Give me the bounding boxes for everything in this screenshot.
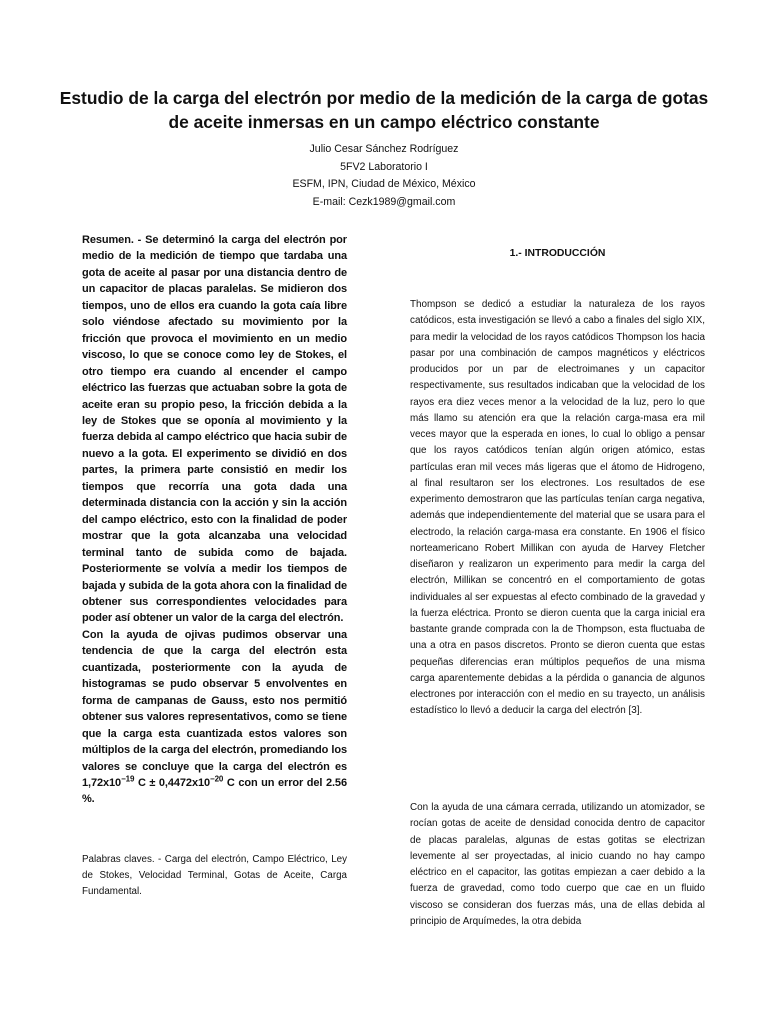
uncertainty-exponent: −20 xyxy=(210,774,224,784)
author-affiliation: ESFM, IPN, Ciudad de México, México xyxy=(292,178,476,190)
author-name: Julio Cesar Sánchez Rodríguez xyxy=(309,143,459,155)
abstract-paragraph-2-text: Con la ayuda de ojivas pudimos observar una tendencia de que la carga del electrón esta cuantizada, posteriormente con la ayuda de histogramas se pudo observar 5 envolventes en forma de campanas de Gauss, esto nos permitió obtener sus valores representativos, como se tiene que la carga esta cuantizada estos valores son múltiplos de la carga del electrón, promediando los valores se concluye que la carga del electrón es xyxy=(82,628,347,773)
charge-unit: C xyxy=(226,776,235,789)
author-group: 5FV2 Laboratorio I xyxy=(340,160,428,173)
author-block xyxy=(134,141,634,211)
introduction-paragraph-1: Thompson se dedicó a estudiar la naturaleza de los rayos catódicos, esta investigación se llevó a cabo a finales del siglo XIX, para medir la velocidad de los rayos catódicos Thompson los hacia pasar por una combinación de campos magnéticos y eléctricos producidos por un par de electroimanes y un capacitor respectivamente, sus resultados indicaban que la velocidad de los rayos era diez veces menor a la velocidad de la luz, pero lo que más llamo su atención era que la relación carga-masa era mil veces mayor que la esperada en iones, lo cual lo obligo a pensar que los rayos catódicos tenían algún origen atómico, estas partículas eran mil veces más ligeras que el átomo de Hidrogeno, al final resultaron ser los electrones. Los resultados de ese experimento demostraron que las partículas tenían carga negativa, además que independientemente del material que se usara para el electrodo, la relación carga-masa era constante. En 1906 el físico norteamericano Robert Millikan con ayuda de Harvey Fletcher diseñaron y realizaron un experimento para medir la carga del electrón, Millikan se concentró en el comportamiento de gotas individuales al ser expuestas al efecto combinado de la gravedad y la fuerza eléctrica. Pronto se dieron cuenta que la carga inicial era bastante grande comprada con la de Thompson, esta fluctuaba de una a otra en pasos discretos. Pronto se dieron cuenta que estas pequeñas diferencias eran múltiplos pequeños de una misma carga aparentemente debidas a la pérdida o ganancia de algunos electrones por interacción con el medio en su trayecto, un análisis estadístico lo llevó a deducir la carga del electrón [3]. xyxy=(410,299,705,717)
abstract xyxy=(82,232,347,808)
section-heading-introduction: 1.- INTRODUCCIÓN xyxy=(509,248,606,259)
introduction-paragraph-2: Con la ayuda de una cámara cerrada, utilizando un atomizador, se rocían gotas de aceite de densidad conocida dentro de capacitor de placas paralelas, algunas de estas gotitas se electrizan levemente al ser proyectadas, al inicio cuando no hay campo eléctrico en el capacitor, las gotitas empiezan a caer debido a la fuerza de gravedad, como todo cuerpo que cae en un fluido viscoso se consideran dos fuerzas más, una de ellas debida al principio de Arquímedes, la otra debida xyxy=(410,802,705,927)
keywords: Palabras claves. - Carga del electrón, Campo Eléctrico, Ley de Stokes, Velocidad Terminal, Gotas de Aceite, Carga Fundamental. xyxy=(82,854,347,897)
charge-exponent: −19 xyxy=(121,774,135,784)
abstract-paragraph-2 xyxy=(82,627,347,808)
error-statement: con un error del 2.56 %. xyxy=(82,776,347,806)
author-email: E-mail: Cezk1989@gmail.com xyxy=(312,195,456,208)
charge-uncertainty: C ± 0,4472x10 xyxy=(137,776,210,789)
abstract-paragraph-1: Resumen. - Se determinó la carga del electrón por medio de la medición de tiempo que tardaba una gota de aceite al pasar por una distancia dentro de un capacitor de placas paralelas. Se midieron dos tiempos, uno de ellos era cuando la gota caía libre solo viéndose afectado su movimiento por la fricción que provoca el movimiento en un medio viscoso, lo que se conoce como ley de Stokes, el otro tiempo era cuando al encender el campo eléctrico las fuerzas que actuaban sobre la gota de aceite eran su propio peso, la fricción debida a la ley de Stokes que se oponía al movimiento y la fuerza debida al campo eléctrico que hacia subir de nuevo a la gota. El experimento se dividió en dos partes, la primera parte consistió en medir los tiempos que recorría una gota dada una determinada distancia con la acción y sin la acción del campo eléctrico, esto con la finalidad de poder mostrar que la gota alcanzaba una velocidad terminal tanto de subida como de bajada. Posteriormente se volvía a medir los tiempos de bajada y subida de la gota ahora con la finalidad de obtener sus correspondientes velocidades para poder así obtener un valor de la carga del electrón. xyxy=(82,234,347,625)
paper-title: Estudio de la carga del electrón por medio de la medición de la carga de gotas de aceite inmersas en un campo eléctrico constante xyxy=(59,88,709,132)
charge-value: 1,72x10 xyxy=(82,776,122,789)
